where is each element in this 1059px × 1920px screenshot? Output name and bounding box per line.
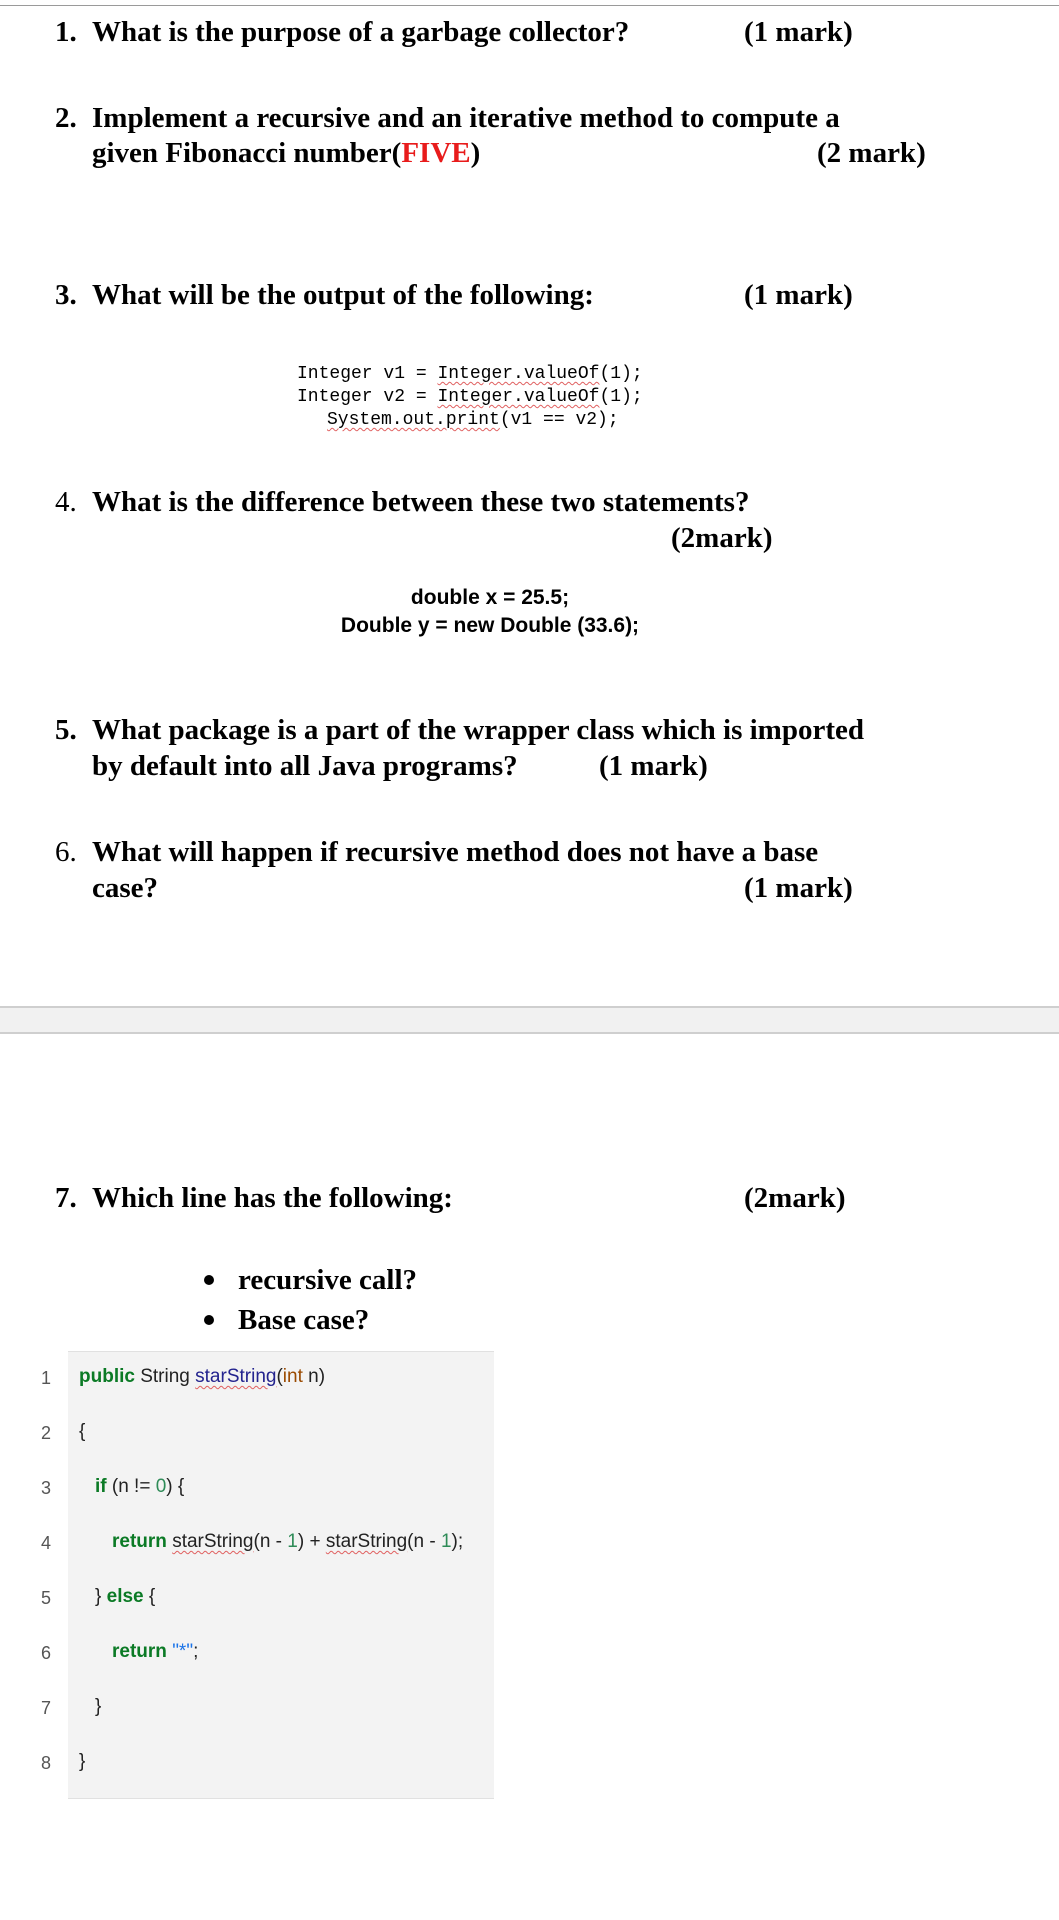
question-marks: (2 mark) [817,137,926,169]
code-text: String [134,1366,196,1387]
question-number: 1. [55,16,77,48]
question-text-prefix: given Fibonacci number( [92,137,402,169]
code-number: 1 [440,1531,452,1552]
page-break-separator [0,1006,1059,1034]
code-text: ) + [297,1531,326,1552]
question-text-line-1: Implement a recursive and an iterative method to compute a [92,102,840,134]
question-marks: (2mark) [671,522,773,554]
code-method: Integer.valueOf [437,364,600,384]
code-line-3 [327,409,619,432]
question-text-line-1: What will happen if recursive method does not have a base [92,836,819,868]
question-number: 7. [55,1182,77,1214]
code-keyword: return [112,1641,167,1662]
question-text: What is the purpose of a garbage collector? [92,16,630,48]
code-number: 0 [155,1476,167,1497]
code-number: 1 [287,1531,298,1552]
question-text: Which line has the following: [92,1182,453,1214]
code-text: ); [451,1531,464,1552]
code-statement-1: double x = 25.5; [410,586,570,609]
code-method: starString [172,1531,254,1552]
question-marks: (2mark) [744,1182,846,1214]
code-line [95,1586,155,1608]
code-text: (1); [599,387,643,407]
code-keyword: return [112,1531,167,1552]
question-number: 5. [55,714,77,746]
code-text: Integer v2 = [297,387,438,407]
code-line [112,1641,198,1663]
code-keyword: else [106,1586,144,1607]
question-text-line-2: case? [92,872,159,904]
question-text: What is the difference between these two statements? [92,486,750,518]
question-number: 2. [55,102,77,134]
highlighted-number: FIVE [401,137,471,169]
question-text-suffix: ) [470,137,481,169]
question-text-line-2 [92,135,480,171]
code-text: Integer v1 = [297,364,438,384]
code-line [79,1366,325,1388]
line-number: 7 [40,1698,51,1718]
code-text: ) { [166,1476,185,1497]
question-marks: (1 mark) [744,872,853,904]
code-line: { [79,1421,86,1442]
code-listing-panel [68,1351,494,1799]
line-number: 8 [40,1753,51,1773]
question-marks: (1 mark) [599,750,708,782]
code-method: starString [325,1531,408,1552]
code-text: { [143,1586,156,1607]
line-number: 4 [40,1533,51,1553]
bullet-icon [204,1315,214,1325]
top-divider [0,5,1059,6]
code-text: ; [193,1641,199,1662]
line-number: 5 [40,1588,51,1608]
code-text: (n - [407,1531,441,1552]
code-type: int [282,1366,303,1387]
code-method: System.out.print [327,410,500,430]
code-text: (n - [253,1531,288,1552]
bullet-icon [204,1275,214,1285]
code-text: (v1 == v2); [499,410,619,430]
bullet-item: recursive call? [238,1264,418,1296]
code-text: ( [276,1366,283,1387]
code-keyword: public [79,1366,135,1387]
bullet-item: Base case? [238,1304,370,1336]
line-number: 6 [40,1643,51,1663]
question-text: What will be the output of the following: [92,279,594,311]
code-line-2 [297,386,643,409]
question-marks: (1 mark) [744,16,853,48]
code-keyword: if [95,1476,107,1497]
question-number: 3. [55,279,77,311]
code-line: } [95,1696,102,1717]
question-text-line-2: by default into all Java programs? [92,750,518,782]
code-text: (1); [599,364,643,384]
code-string: "*" [172,1641,194,1662]
question-text-line-1: What package is a part of the wrapper class which is imported [92,714,864,746]
question-number: 6. [55,836,77,868]
code-method: Integer.valueOf [437,387,600,407]
code-text: (n != [106,1476,156,1497]
code-statement-2: Double y = new Double (33.6); [340,614,640,637]
code-line-1 [297,363,643,386]
code-line [95,1476,184,1498]
line-number: 2 [40,1423,51,1443]
code-line: } [79,1751,86,1772]
question-marks: (1 mark) [744,279,853,311]
question-number: 4. [55,486,77,518]
code-text: } [95,1586,107,1607]
line-number: 3 [40,1478,51,1498]
line-number: 1 [40,1368,51,1388]
code-text: n) [302,1366,326,1387]
code-method: starString [195,1366,277,1387]
code-line [112,1531,463,1553]
